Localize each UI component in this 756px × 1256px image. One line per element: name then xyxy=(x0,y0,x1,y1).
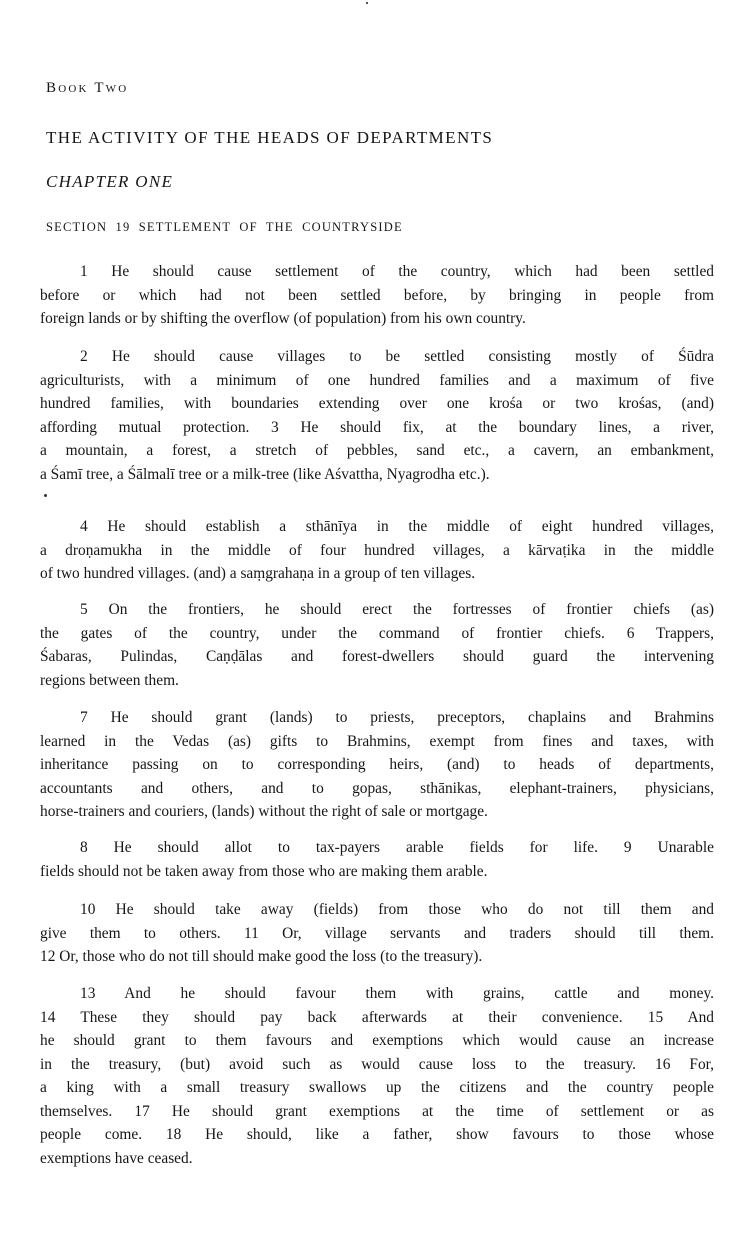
text-line: 13 And he should favour them with grains, cattle and money. xyxy=(80,985,714,1002)
scan-speck xyxy=(44,494,47,497)
text-line: learned in the Vedas (as) gifts to Brahmins, exempt from fines and taxes, with xyxy=(40,732,714,750)
text-line: 4 He should establish a sthānīya in the middle of eight hundred villages, xyxy=(80,518,714,535)
text-line: hundred families, with boundaries extending over one krośa or two krośas, (and) xyxy=(40,395,714,412)
section-heading: SECTION 19 SETTLEMENT OF THE COUNTRYSIDE xyxy=(46,220,403,234)
text-line: foreign lands or by shifting the overflow (of population) from his own country. xyxy=(40,310,526,327)
text-line: 12 Or, those who do not till should make good the loss (to the treasury). xyxy=(40,948,483,965)
text-line: affording mutual protection. 3 He should fix, at the boundary lines, a river, xyxy=(40,418,714,436)
text-line: 1 He should cause settlement of the country, which had been settled xyxy=(80,263,714,280)
paragraph-1 xyxy=(40,260,714,331)
text-line: 2 He should cause villages to be settled consisting mostly of Śūdra xyxy=(80,348,714,365)
text-line: horse-trainers and couriers, (lands) without the right of sale or mortgage. xyxy=(40,803,488,820)
text-line: people come. 18 He should, like a father, show favours to those whose xyxy=(40,1126,714,1143)
text-line: inheritance passing on to corresponding heirs, (and) to heads of departments, xyxy=(40,756,714,773)
chapter-heading: CHAPTER ONE xyxy=(46,172,174,191)
text-line: a mountain, a forest, a stretch of pebbles, sand etc., a cavern, an embankment, xyxy=(40,442,714,459)
paragraph-2 xyxy=(40,345,714,486)
text-line: 7 He should grant (lands) to priests, preceptors, chaplains and Brahmins xyxy=(80,709,714,726)
paragraph-3 xyxy=(40,515,714,586)
paragraph-8 xyxy=(40,982,714,1170)
text-line: 8 He should allot to tax-payers arable fields for life. 9 Unarable xyxy=(80,839,714,856)
text-line: 10 He should take away (fields) from those who do not till them and xyxy=(80,901,714,918)
text-line: Śabaras, Pulindas, Caṇḍālas and forest-dwellers should guard the intervening xyxy=(40,648,714,665)
text-line: the gates of the country, under the command of frontier chiefs. 6 Trappers, xyxy=(40,624,714,642)
paragraph-5 xyxy=(40,706,714,824)
text-line: 5 On the frontiers, he should erect the fortresses of frontier chiefs (as) xyxy=(80,601,714,618)
paragraph-4 xyxy=(40,598,714,692)
paragraph-6 xyxy=(40,836,714,883)
text-line: of two hundred villages. (and) a saṃgrahaṇa in a group of ten villages. xyxy=(40,565,476,582)
text-line: he should grant to them favours and exemptions which would cause an increase xyxy=(40,1032,714,1049)
text-line: agriculturists, with a minimum of one hundred families and a maximum of five xyxy=(40,371,714,389)
text-line: give them to others. 11 Or, village servants and traders should till them. xyxy=(40,924,714,942)
paragraph-7 xyxy=(40,898,714,969)
book-heading: Book Two xyxy=(46,80,129,96)
text-line: regions between them. xyxy=(40,671,179,689)
text-line: in the treasury, (but) avoid such as would cause loss to the treasury. 16 For, xyxy=(40,1055,714,1073)
scan-speck xyxy=(366,2,368,4)
part-title: THE ACTIVITY OF THE HEADS OF DEPARTMENTS xyxy=(46,128,494,147)
text-line: themselves. 17 He should grant exemptions at the time of settlement or as xyxy=(40,1102,714,1120)
text-line: exemptions have ceased. xyxy=(40,1149,193,1167)
text-line: a Śamī tree, a Śālmalī tree or a milk-tree (like Aśvattha, Nyagrodha etc.). xyxy=(40,465,490,483)
text-line: fields should not be taken away from those who are making them arable. xyxy=(40,862,488,880)
text-line: accountants and others, and to gopas, sthānikas, elephant-trainers, physicians, xyxy=(40,779,714,797)
text-line: 14 These they should pay back afterwards at their convenience. 15 And xyxy=(40,1008,714,1026)
text-line: before or which had not been settled before, by bringing in people from xyxy=(40,286,714,304)
text-line: a king with a small treasury swallows up the citizens and the country people xyxy=(40,1079,714,1096)
text-line: a droṇamukha in the middle of four hundred villages, a kārvaṭika in the middle xyxy=(40,541,714,559)
